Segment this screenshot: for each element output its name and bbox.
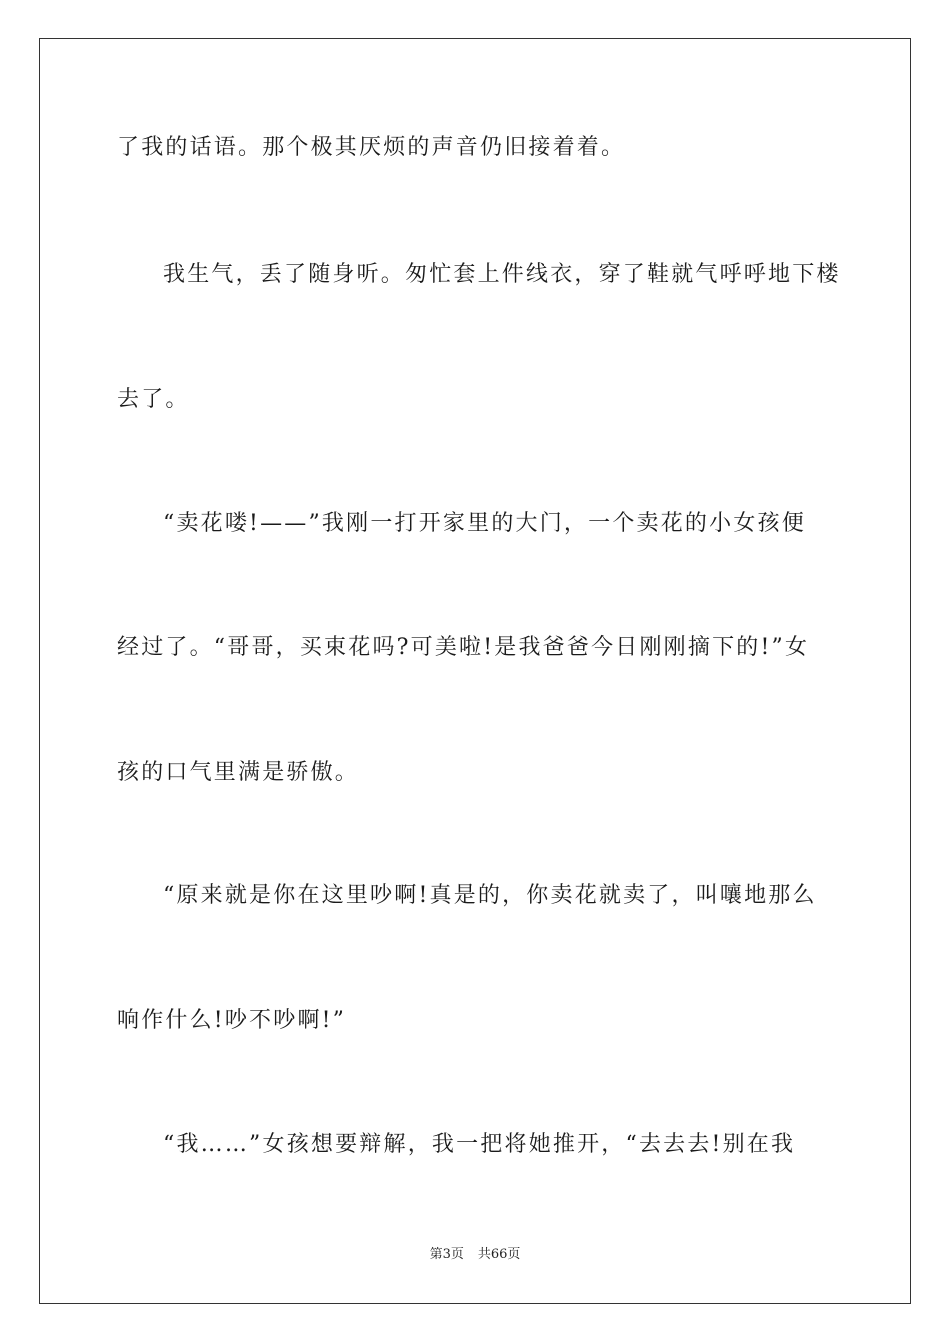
paragraph-line: “我……”女孩想要辩解，我一把将她推开，“去去去!别在我 [163, 1132, 796, 1157]
page-footer [0, 1246, 950, 1264]
text-line: 了我的话语。那个极其厌烦的声音仍旧接着着。 [117, 135, 626, 160]
page-border [39, 38, 911, 1304]
paragraph-line: “原来就是你在这里吵啊!真是的，你卖花就卖了，叫嚷地那么 [163, 883, 817, 908]
text-line: 孩的口气里满是骄傲。 [117, 760, 360, 785]
text-line: 去了。 [117, 387, 190, 412]
paragraph-line: 我生气，丢了随身听。匆忙套上件线衣，穿了鞋就气呼呼地下楼 [163, 262, 841, 287]
text-line: 经过了。“哥哥，买束花吗?可美啦!是我爸爸今日刚刚摘下的!”女 [117, 635, 810, 660]
text-line: 响作什么!吵不吵啊!” [117, 1008, 347, 1033]
paragraph-line: “卖花喽!——”我刚一打开家里的大门，一个卖花的小女孩便 [163, 511, 806, 536]
total-pages: 共66页 [477, 1247, 521, 1262]
page-number: 第3页 [429, 1247, 464, 1262]
